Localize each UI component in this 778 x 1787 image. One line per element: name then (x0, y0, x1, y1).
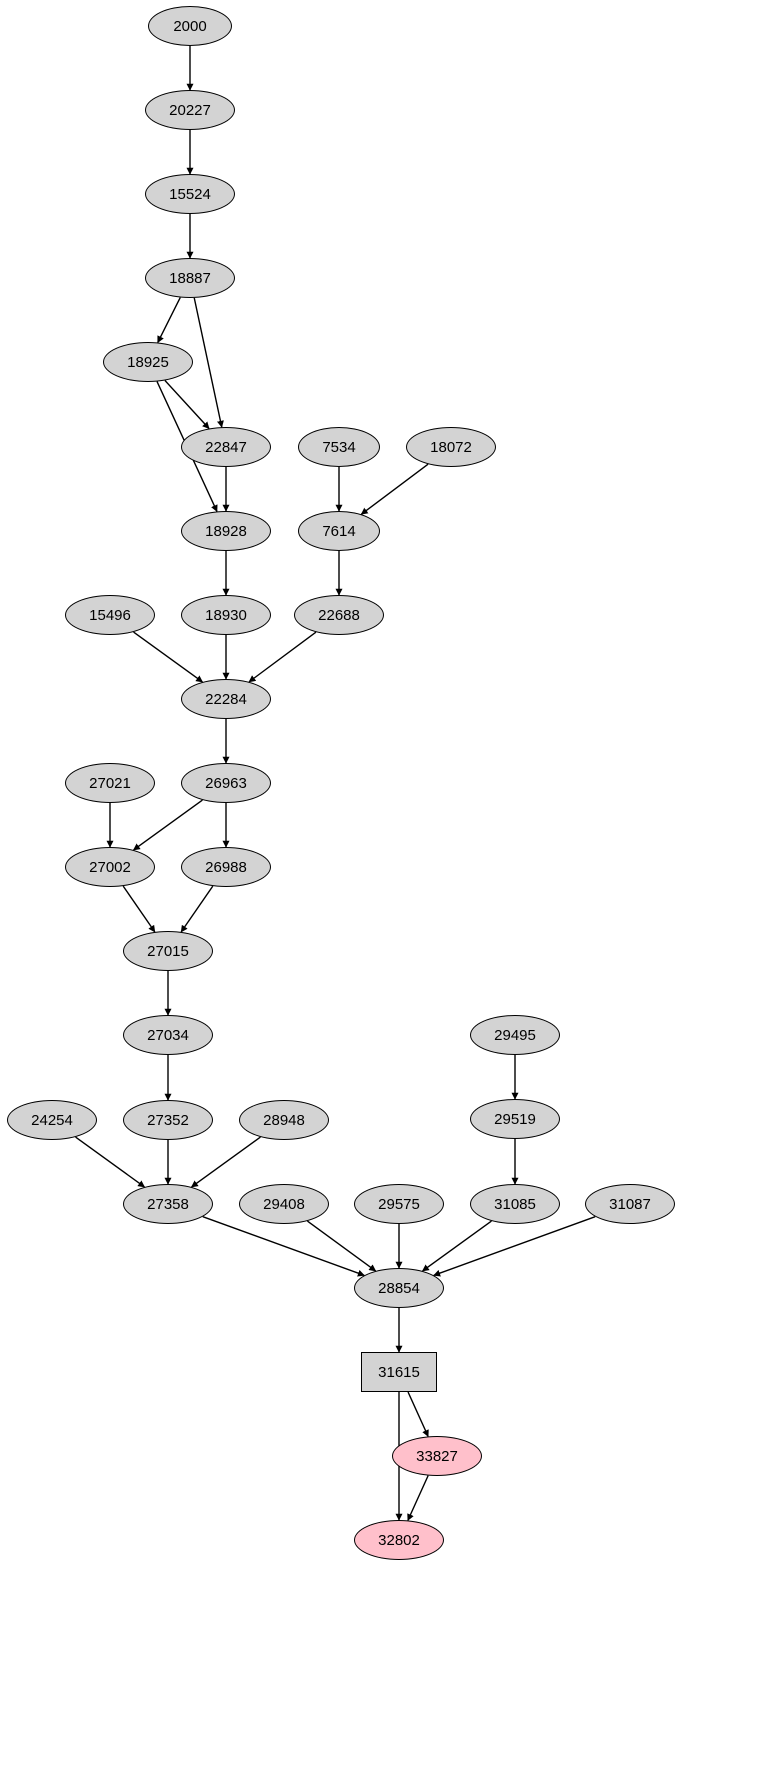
graph-node-label: 29495 (494, 1026, 536, 1044)
graph-node[interactable] (361, 1352, 437, 1392)
graph-node-label: 31085 (494, 1195, 536, 1213)
graph-node[interactable] (354, 1268, 444, 1308)
graph-node[interactable] (470, 1184, 560, 1224)
graph-node[interactable] (181, 595, 271, 635)
graph-edge (134, 632, 203, 682)
graph-node[interactable] (470, 1099, 560, 1139)
graph-node[interactable] (239, 1100, 329, 1140)
graph-node-label: 27021 (89, 774, 131, 792)
graph-node-label: 22847 (205, 438, 247, 456)
graph-node-label: 33827 (416, 1447, 458, 1465)
graph-node[interactable] (65, 595, 155, 635)
graph-node-label: 29575 (378, 1195, 420, 1213)
graph-edge (158, 298, 180, 343)
graph-edge (307, 1221, 375, 1271)
graph-edge (134, 800, 203, 850)
graph-node-label: 27358 (147, 1195, 189, 1213)
graph-node[interactable] (123, 1015, 213, 1055)
graph-node-label: 18887 (169, 269, 211, 287)
graph-node-label: 7534 (322, 438, 356, 456)
graph-edge (203, 1217, 364, 1276)
graph-node[interactable] (181, 679, 271, 719)
graph-node-label: 28854 (378, 1279, 420, 1297)
graph-node-label: 18072 (430, 438, 472, 456)
graph-node-label: 7614 (322, 522, 356, 540)
graph-node-label: 15496 (89, 606, 131, 624)
graph-node[interactable] (406, 427, 496, 467)
graph-node[interactable] (294, 595, 384, 635)
graph-edge (192, 1137, 261, 1187)
graph-node[interactable] (392, 1436, 482, 1476)
graph-node[interactable] (470, 1015, 560, 1055)
graph-edge (423, 1221, 492, 1271)
graph-node-label: 20227 (169, 101, 211, 119)
graph-edge (165, 381, 209, 429)
graph-edge (361, 464, 428, 514)
graph-node[interactable] (145, 174, 235, 214)
graph-node[interactable] (145, 90, 235, 130)
graph-edge (194, 298, 222, 427)
graph-node[interactable] (7, 1100, 97, 1140)
graph-node-label: 22284 (205, 690, 247, 708)
graph-node[interactable] (181, 511, 271, 551)
graph-node[interactable] (354, 1520, 444, 1560)
graph-node[interactable] (298, 427, 380, 467)
graph-node[interactable] (181, 427, 271, 467)
graph-node-label: 28948 (263, 1111, 305, 1129)
graph-node-label: 31615 (378, 1363, 420, 1381)
graph-edge (434, 1217, 595, 1276)
graph-edge (181, 886, 213, 932)
graph-node-label: 29408 (263, 1195, 305, 1213)
graph-node[interactable] (148, 6, 232, 46)
graph-edge (249, 632, 316, 682)
graph-node-label: 27034 (147, 1026, 189, 1044)
graph-edge (123, 886, 155, 932)
graph-node[interactable] (65, 763, 155, 803)
graph-node[interactable] (354, 1184, 444, 1224)
graph-node[interactable] (181, 847, 271, 887)
graph-node-label: 27015 (147, 942, 189, 960)
graph-node-label: 27002 (89, 858, 131, 876)
graph-node[interactable] (181, 763, 271, 803)
graph-node-label: 2000 (173, 17, 207, 35)
graph-node[interactable] (585, 1184, 675, 1224)
graph-node-label: 18928 (205, 522, 247, 540)
graph-node-label: 22688 (318, 606, 360, 624)
graph-node[interactable] (239, 1184, 329, 1224)
graph-node-label: 26963 (205, 774, 247, 792)
graph-edge (408, 1476, 428, 1521)
graph-node[interactable] (123, 1100, 213, 1140)
graph-node-label: 26988 (205, 858, 247, 876)
graph-node[interactable] (123, 1184, 213, 1224)
graph-edge (408, 1392, 428, 1436)
graph-node[interactable] (298, 511, 380, 551)
graph-node-label: 15524 (169, 185, 211, 203)
graph-node[interactable] (145, 258, 235, 298)
graph-node-label: 27352 (147, 1111, 189, 1129)
graph-node[interactable] (123, 931, 213, 971)
graph-edge (76, 1137, 145, 1187)
graph-node[interactable] (103, 342, 193, 382)
graph-node-label: 18930 (205, 606, 247, 624)
graph-node-label: 32802 (378, 1531, 420, 1549)
graph-node-label: 31087 (609, 1195, 651, 1213)
graph-node[interactable] (65, 847, 155, 887)
graph-node-label: 24254 (31, 1111, 73, 1129)
graph-node-label: 18925 (127, 353, 169, 371)
graph-node-label: 29519 (494, 1110, 536, 1128)
